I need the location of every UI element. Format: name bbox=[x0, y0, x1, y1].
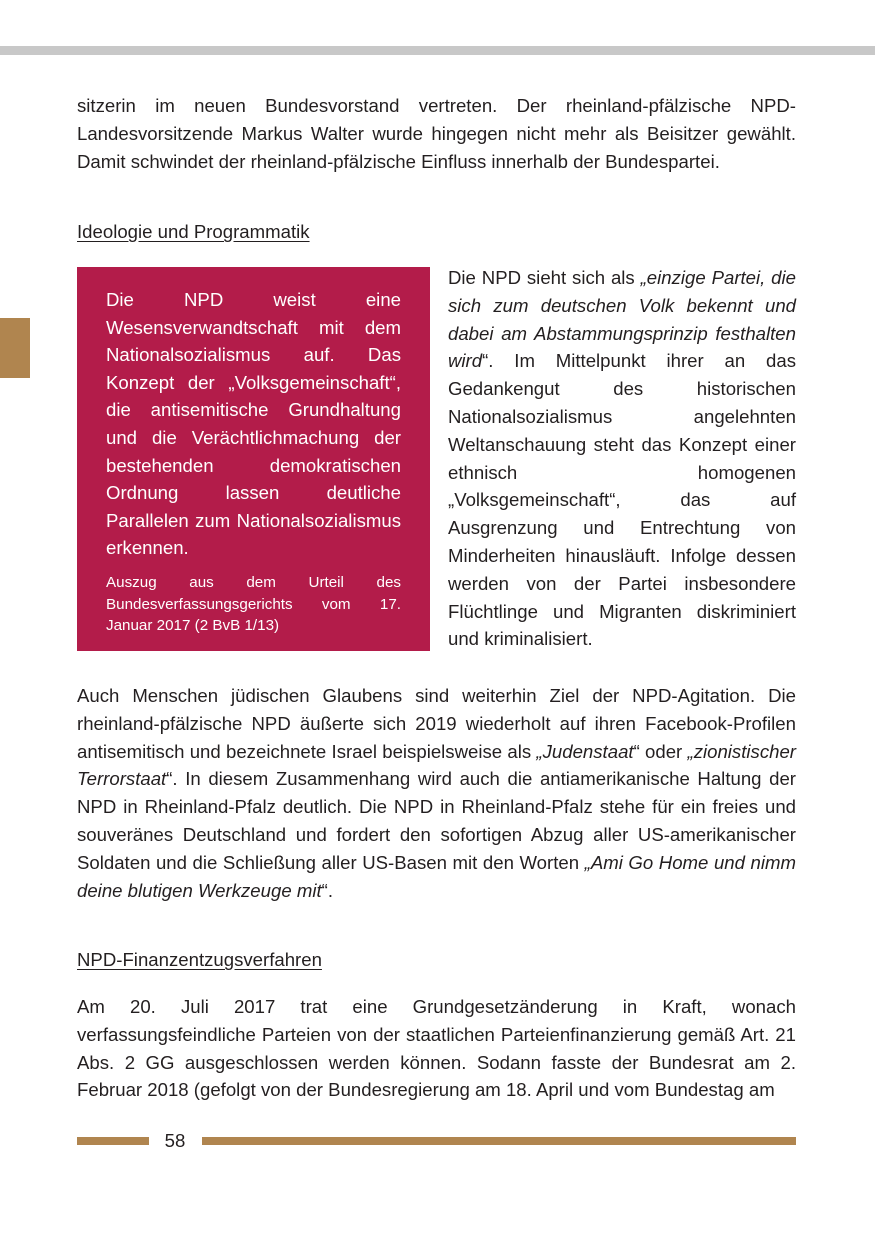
court-quote-box bbox=[77, 267, 430, 651]
intro-paragraph: sitzerin im neuen Bundesvorstand vertreten. Der rheinland-pfälzische NPD-Landesvorsitzende Markus Walter wurde hingegen nicht mehr als Beisitzer gewählt. Damit schwindet der rheinland-pfälzische Einfluss innerhalb der Bundespartei. bbox=[77, 95, 796, 172]
footer-rule-right bbox=[202, 1137, 796, 1145]
paragraph2-part3: “. In diesem Zusammenhang wird auch die antiamerikanische Haltung der NPD in Rheinland-Pfalz deutlich. Die NPD in Rheinland-Pfalz stehe für ein freies und souveränes Deutschland und fordert den sofortigen Abzug aller US-amerikanischer Soldaten und die Schließung aller US-Basen mit den Worten bbox=[77, 768, 796, 873]
right-column-quote: „einzige Partei, die sich zum deutschen Volk bekennt und dabei am Abstammungsprinzip festhalten wird bbox=[448, 267, 796, 372]
section-heading-ideologie: Ideologie und Programmatik bbox=[77, 221, 310, 242]
top-rule bbox=[0, 46, 875, 55]
page-number: 58 bbox=[164, 1130, 186, 1151]
paragraph2-quote-ami: „Ami Go Home und nimm deine blutigen Werkzeuge mit bbox=[77, 851, 796, 901]
court-quote-source: Auszug aus dem Urteil des Bundesverfassungsgerichts vom 17. Januar 2017 (2 BvB 1/13) bbox=[106, 573, 401, 635]
paragraph2-part1: Auch Menschen jüdischen Glaubens sind weiterhin Ziel der NPD-Agitation. Die rheinland-pfälzische NPD äußerte sich 2019 wiederholt auf ihren Facebook-Profilen antisemitisch und bezeichnete Israel beispielsweise als bbox=[77, 685, 796, 762]
paragraph-antisemitism bbox=[77, 682, 796, 904]
paragraph-finanzentzug: Am 20. Juli 2017 trat eine Grundgesetzänderung in Kraft, wonach verfassungsfeindliche Parteien von der staatlichen Parteienfinanzierung gemäß Art. 21 Abs. 2 GG ausgeschlossen werden können. Sodann fasste der Bundesrat am 2. Februar 2018 (gefolgt von der Bundesregierung am 18. April und vom Bundestag am bbox=[77, 996, 796, 1101]
right-column-rest: “. Im Mittelpunkt ihrer an das Gedankengut des historischen Nationalsozialismus angelehnten Weltanschauung steht das Konzept einer ethnisch homogenen „Volksgemeinschaft“, das auf Ausgrenzung und Entrechtung von Minderheiten hinausläuft. Infolge dessen werden von der Partei insbesondere Flüchtlinge und Migranten diskriminiert und kriminalisiert. bbox=[448, 350, 796, 650]
footer-rule-left bbox=[77, 1137, 149, 1145]
right-column-paragraph bbox=[448, 264, 796, 653]
section-heading-finanzentzug: NPD-Finanzentzugsverfahren bbox=[77, 949, 322, 970]
chapter-side-tab bbox=[0, 318, 30, 378]
paragraph2-quote-judenstaat: „Judenstaat bbox=[536, 740, 634, 762]
paragraph2-quote-terrorstaat: „zionistischer Terrorstaat bbox=[77, 740, 796, 790]
paragraph2-end: “. bbox=[321, 879, 333, 901]
paragraph2-part2: “ oder bbox=[633, 740, 688, 762]
right-column-lead: Die NPD sieht sich als bbox=[448, 267, 641, 288]
court-quote-text: Die NPD weist eine Wesensverwandtschaft mit dem Nationalsozialismus auf. Das Konzept der „Volksgemeinschaft“, die antisemitische Grundhaltung und die Verächtlichmachung der bestehenden demokratischen Ordnung lassen deutliche Parallelen zum Nationalsozialismus erkennen. bbox=[106, 289, 401, 559]
